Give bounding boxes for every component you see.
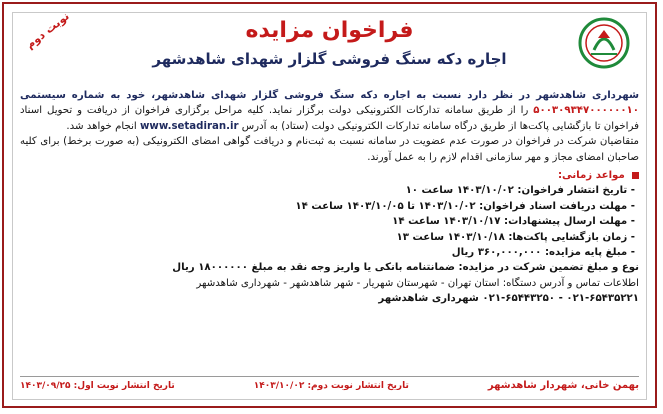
schedule-item: - مهلت دریافت اسناد فراخوان: ۱۴۰۳/۱۰/۰۲ تا ۱۴۰۳/۱۰/۰۵ ساعت ۱۴ bbox=[295, 200, 635, 212]
page-subtitle: اجاره دکه سنگ فروشی گلزار شهدای شاهدشهر bbox=[152, 50, 507, 68]
intro-text-b: را از طریق سامانه تدارکات الکترونیکی دولت برگزار نماید. کلیه مراحل برگزاری فراخوان از دریافت و تحویل اسناد فراخوان تا بازگشایی پاکت‌ها از طریق درگاه سامانه تدارکات الکترونیکی دولت (ستاد) به آدرس bbox=[20, 105, 639, 132]
publish-date-second: تاریخ انتشار نوبت دوم: ۱۴۰۳/۱۰/۰۲ bbox=[253, 380, 409, 391]
publish-date-first: تاریخ انتشار نوبت اول: ۱۴۰۳/۰۹/۲۵ bbox=[20, 380, 175, 391]
guarantee-line: نوع و مبلغ تضمین شرکت در مزایده: ضمانتنامه بانکی یا واریز وجه نقد به مبلغ ۱۸۰۰۰۰۰۰ ریال bbox=[172, 262, 639, 274]
schedule-heading-row bbox=[20, 168, 639, 183]
notice-body bbox=[20, 88, 639, 307]
square-bullet-icon bbox=[632, 172, 639, 179]
mayor-signature: بهمن خانی، شهردار شاهدشهر bbox=[487, 380, 639, 391]
website-link[interactable]: www.setadiran.ir bbox=[140, 120, 239, 132]
system-number: ۵۰۰۳۰۹۳۴۷۰۰۰۰۰۰۱۰ bbox=[533, 105, 639, 117]
schedule-item: - تاریخ انتشار فراخوان: ۱۴۰۳/۱۰/۰۲ ساعت ۱۰ bbox=[405, 185, 635, 197]
schedule-section bbox=[20, 168, 639, 307]
schedule-heading: مواعد زمانی: bbox=[557, 170, 625, 182]
schedule-item: - زمان بازگشایی پاکت‌ها: ۱۴۰۳/۱۰/۱۸ ساعت ۱۳ bbox=[396, 231, 635, 243]
phone-line: ۰۲۱-۶۵۴۳۵۲۲۱ - ۰۲۱-۶۵۴۴۳۲۵۰ شهرداری شاهدشهر bbox=[378, 293, 639, 305]
corner-note: نوبت دوم bbox=[23, 9, 72, 52]
intro-text-a: شهرداری شاهدشهر در نظر دارد نسبت به اجاره دکه سنگ فروشی گلزار شهدای شاهدشهر، خود به شماره سیستمی bbox=[20, 90, 639, 101]
page-title: فراخوان مزایده bbox=[245, 18, 414, 43]
footer bbox=[20, 380, 639, 391]
intro-text-c: انجام خواهد شد. bbox=[66, 120, 137, 132]
contact-line: اطلاعات تماس و آدرس دستگاه: استان تهران - شهرستان شهریار - شهر شاهدشهر - شهرداری شاهدشهر bbox=[196, 277, 639, 289]
intro-paragraph bbox=[20, 88, 639, 134]
footer-divider bbox=[20, 376, 639, 377]
schedule-item: - مهلت ارسال پیشنهادات: ۱۴۰۳/۱۰/۱۷ ساعت ۱۴ bbox=[392, 216, 635, 228]
notice-frame bbox=[2, 2, 657, 408]
schedule-item: - مبلغ پایه مزایده: ۳۶۰,۰۰۰,۰۰۰ ریال bbox=[451, 247, 635, 259]
applicants-paragraph: متقاضیان شرکت در فراخوان در صورت عدم عضویت در سامانه نسبت به ثبت‌نام و دریافت گواهی امضای الکترونیکی (به صورت برخط) برای کلیه صاحبان امضای مجاز و مهر سازمانی اقدام لازم را به عمل آورند. bbox=[20, 136, 639, 163]
